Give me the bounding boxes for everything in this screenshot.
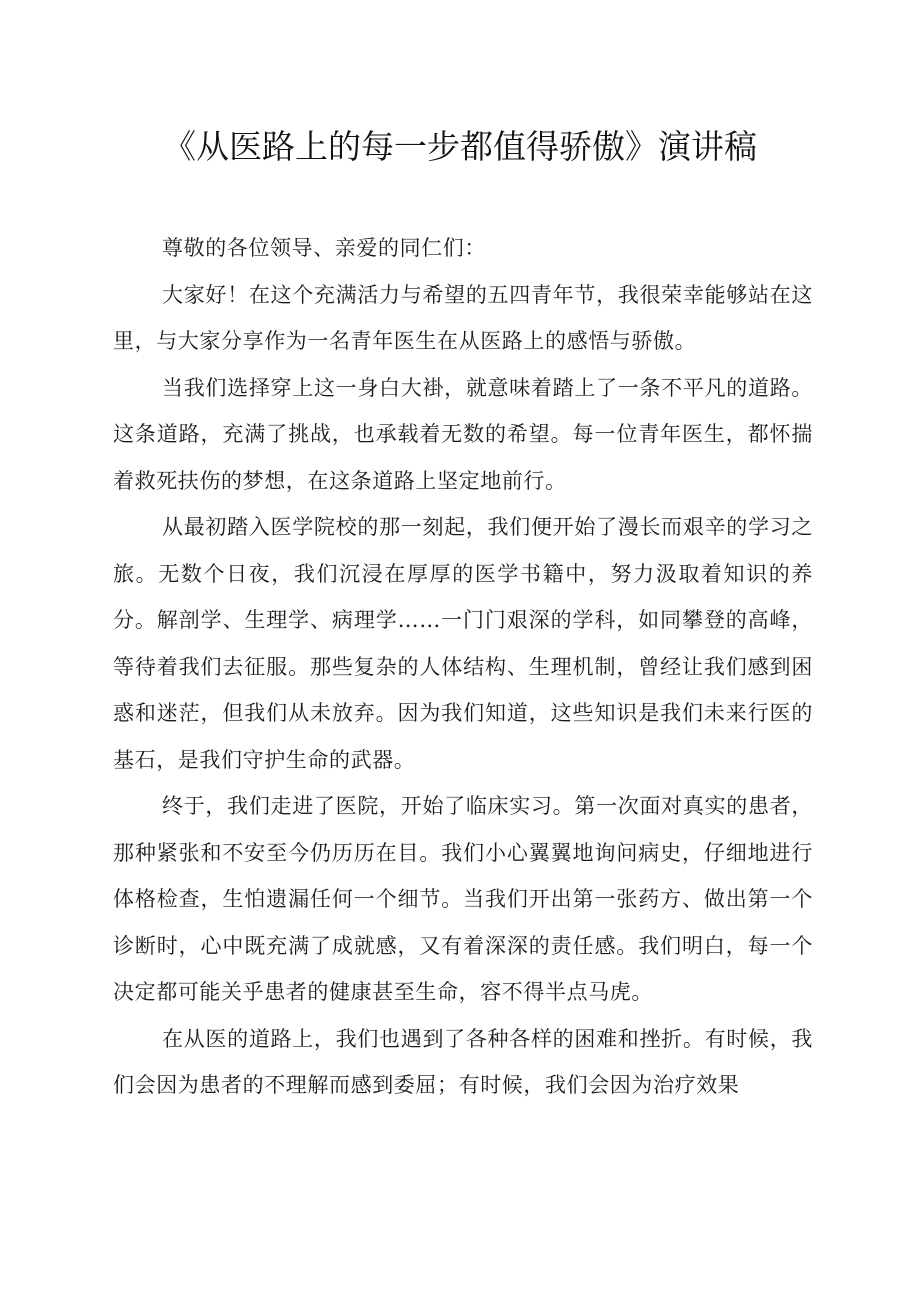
document-title: 《从医路上的每一步都值得骄傲》演讲稿 (163, 127, 757, 166)
paragraph-greeting: 大家好！在这个充满活力与希望的五四青年节，我很荣幸能够站在这里，与大家分享作为一名青年医生在从医路上的感悟与骄傲。 (113, 282, 813, 353)
paragraph-clinical-internship: 终于，我们走进了医院，开始了临床实习。第一次面对真实的患者，那种紧张和不安至今仍历历在目。我们小心翼翼地询问病史，仔细地进行体格检查，生怕遗漏任何一个细节。当我们开出第一张药方、做出第一个诊断时，心中既充满了成就感，又有着深深的责任感。我们明白，每一个决定都可能关乎患者的健康甚至生命，容不得半点马虎。 (113, 794, 813, 1004)
paragraph-medical-school: 从最初踏入医学院校的那一刻起，我们便开始了漫长而艰辛的学习之旅。无数个日夜，我们沉浸在厚厚的医学书籍中，努力汲取着知识的养分。解剖学、生理学、病理学……一门门艰深的学科，如同攀登的高峰，等待着我们去征服。那些复杂的人体结构、生理机制，曾经让我们感到困惑和迷茫，但我们从未放弃。因为我们知道，这些知识是我们未来行医的基石，是我们守护生命的武器。 (113, 515, 813, 772)
paragraph-difficulties: 在从医的道路上，我们也遇到了各种各样的困难和挫折。有时候，我们会因为患者的不理解而感到委屈；有时候，我们会因为治疗效果 (113, 1026, 813, 1097)
document-body (113, 225, 813, 1109)
paragraph-salutation: 尊敬的各位领导、亲爱的同仁们： (162, 236, 486, 260)
paragraph-white-coat: 当我们选择穿上这一身白大褂，就意味着踏上了一条不平凡的道路。这条道路，充满了挑战，也承载着无数的希望。每一位青年医生，都怀揣着救死扶伤的梦想，在这条道路上坚定地前行。 (113, 375, 813, 493)
